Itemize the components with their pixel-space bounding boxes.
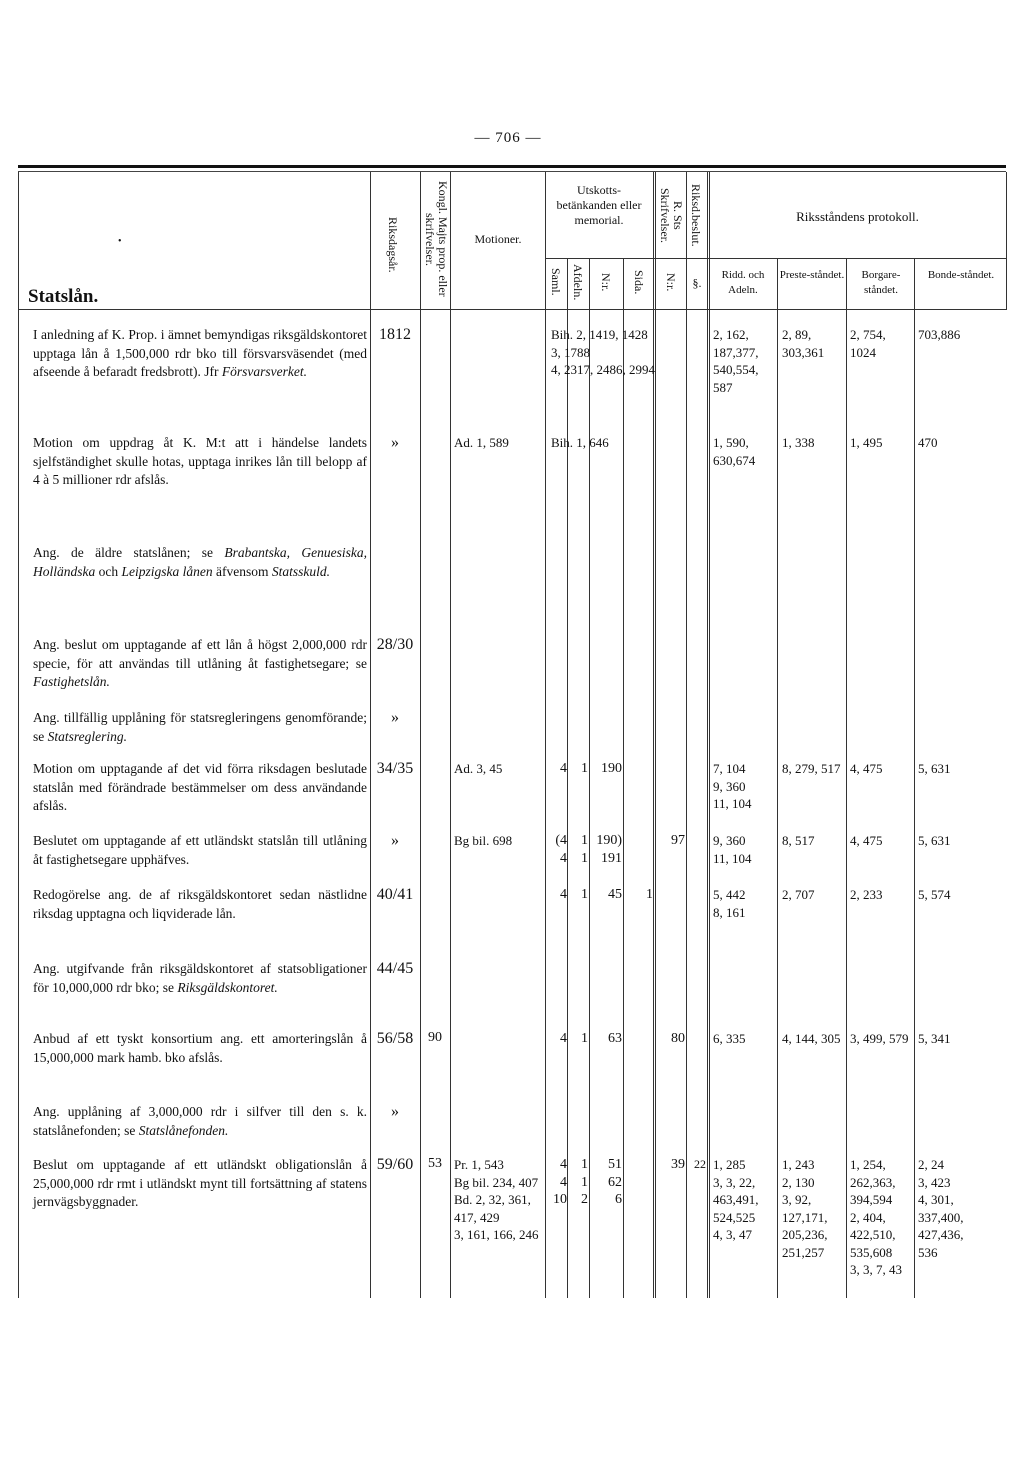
row-description: Ang. utgifvande från riksgäldskontoret af statsobligationer för 10,000,000 rdr bko; se Riksgäldskontoret. — [33, 961, 367, 995]
row-motion: Pr. 1, 543 Bg bil. 234, 407 Bd. 2, 32, 361, 417, 429 3, 161, 166, 246 — [454, 1157, 539, 1242]
row-saml: 4 4 10 — [553, 1157, 567, 1207]
row-borgare: 2, 754, 1024 — [850, 327, 886, 360]
header-dot: • — [118, 236, 122, 247]
hline-rsts — [653, 258, 707, 259]
row-kongl: 53 — [428, 1156, 442, 1171]
row-preste: 2, 89, 303,361 — [782, 327, 825, 360]
hline-prot — [707, 258, 1006, 259]
row-year: 59/60 — [376, 1156, 414, 1173]
header-saml: Saml. — [549, 268, 563, 296]
section-title: Statslån. — [28, 286, 99, 307]
row-bonde: 703,886 — [918, 327, 961, 342]
row-year: » — [391, 832, 399, 849]
row-description: Motion om upptagande af det vid förra riksdagen beslutade statslån med förändrade bestämmelser om dess användande afslås. — [33, 761, 367, 813]
row-ridd: 1, 590, 630,674 — [713, 435, 756, 468]
row-nr: 190 — [601, 761, 622, 776]
row-rsts-nr: 97 — [671, 833, 685, 848]
row-borgare: 3, 499, 579 — [850, 1031, 909, 1046]
row-afdeln: 1 1 2 — [581, 1157, 588, 1207]
header-riksd-sign: §. — [692, 276, 702, 290]
row-borgare: 4, 475 — [850, 761, 883, 776]
row-bonde: 2, 24 3, 423 4, 301, 337,400, 427,436, 536 — [918, 1157, 964, 1260]
row-rsts-nr: 39 — [671, 1157, 685, 1172]
col-line-utskott — [545, 172, 546, 1298]
row-nr: 51 62 6 — [608, 1157, 622, 1207]
row-nr: 190) 191 — [596, 833, 622, 866]
row-saml: 4 — [560, 1031, 567, 1046]
col-line-riksd — [686, 172, 687, 1298]
header-ridd: Ridd. och Adeln. — [721, 269, 765, 296]
row-ridd: 9, 360 11, 104 — [713, 833, 752, 866]
header-protokoll: Riksståndens protokoll. — [796, 209, 919, 224]
row-nr: 45 — [608, 887, 622, 902]
col-line-right — [1006, 172, 1007, 310]
row-borgare: 1, 254, 262,363, 394,594 2, 404, 422,510, 535,608 3, 3, 7, 43 — [850, 1157, 902, 1277]
row-preste: 8, 517 — [782, 833, 815, 848]
header-nr: N:r. — [599, 272, 613, 292]
col-line-sida — [623, 258, 624, 1298]
header-utskott: Utskotts-betänkanden eller memorial. — [556, 183, 642, 227]
row-nr: 63 — [608, 1031, 622, 1046]
col-line-left — [18, 172, 19, 1298]
row-borgare: 2, 233 — [850, 887, 883, 902]
row-description: Ang. upplåning af 3,000,000 rdr i silfver till den s. k. statslånefonden; se Statslånefonden. — [33, 1104, 367, 1138]
row-saml: (4 4 — [555, 833, 567, 866]
row-preste: 8, 279, 517 — [782, 761, 841, 776]
row-year: 1812 — [379, 326, 411, 343]
header-kongl: Kongl. Majts prop. eller skrifvelser. — [423, 181, 450, 297]
row-preste: 4, 144, 305 — [782, 1031, 841, 1046]
row-preste: 2, 707 — [782, 887, 815, 902]
row-year: 40/41 — [376, 886, 414, 903]
top-rule — [18, 165, 1006, 168]
row-ridd: 1, 285 3, 3, 22, 463,491, 524,525 4, 3, 47 — [713, 1157, 759, 1242]
row-description: Motion om uppdrag åt K. M:t att i händelse landets sjelfständighet skulle hotas, upptaga inrikes lån till belopp af 4 à 5 millioner rdr afslås. — [33, 435, 367, 487]
row-kongl: 90 — [428, 1030, 442, 1045]
row-sida: 1 — [646, 887, 653, 902]
row-utskott: Bih. 1, 646 — [551, 435, 609, 450]
row-ridd: 5, 442 8, 161 — [713, 887, 746, 920]
row-bonde: 5, 631 — [918, 761, 951, 776]
row-ridd: 2, 162, 187,377, 540,554, 587 — [713, 327, 759, 395]
col-line-afd — [567, 258, 568, 1298]
header-bonde: Bonde-ståndet. — [927, 269, 995, 281]
row-afdeln: 1 — [581, 761, 588, 776]
col-line-preste — [777, 258, 778, 1298]
row-saml: 4 — [560, 887, 567, 902]
row-motion: Ad. 3, 45 — [454, 761, 503, 776]
row-description: Ang. de äldre statslånen; se Brabantska, Genuesiska, Holländska och Leipzigska lånen äfvensom Statsskuld. — [33, 545, 368, 579]
row-afdeln: 1 — [581, 1031, 588, 1046]
header-riksd-beslut: Riksd.beslut. — [689, 183, 703, 247]
header-borgare: Borgare-ståndet. — [861, 269, 901, 296]
row-bonde: 5, 574 — [918, 887, 951, 902]
row-bonde: 5, 631 — [918, 833, 951, 848]
header-preste: Preste-ståndet. — [779, 269, 845, 281]
row-description: I anledning af K. Prop. i ämnet bemyndigas riksgäldskontoret upptaga lån å 1,500,000 rdr bko till försvarsväsendet (med afseende å befaradt fredsbrott). Jfr Försvarsverket. — [33, 327, 367, 379]
row-ridd: 6, 335 — [713, 1031, 746, 1046]
row-year: » — [391, 434, 399, 451]
row-description: Ang. tillfällig upplåning för statsregleringens genomförande; se Statsreglering. — [33, 710, 367, 744]
row-year: 34/35 — [376, 760, 414, 777]
header-sida: Sida. — [632, 269, 646, 295]
top-rule-thin — [18, 171, 1006, 172]
col-line-nr — [589, 258, 590, 1298]
row-description: Ang. beslut om upptagande af ett lån å högst 2,000,000 rdr specie, för att användas till utlåning åt fastighetsegare; se Fastighetslån. — [33, 637, 367, 689]
header-rsts-nr: N:r. — [664, 272, 678, 292]
row-rsts-nr: 80 — [671, 1031, 685, 1046]
row-description: Beslutet om upptagande af ett utländskt statslån till utlåning åt fastighetsegare upphäfves. — [33, 833, 367, 867]
row-motion: Ad. 1, 589 — [454, 435, 509, 450]
row-bonde: 5, 341 — [918, 1031, 951, 1046]
col-line-kongl — [420, 172, 421, 1298]
col-line-borgare — [846, 258, 847, 1298]
header-riksdagsar: Riksdagsår. — [386, 217, 400, 273]
row-borgare: 1, 495 — [850, 435, 883, 450]
row-saml: 4 — [560, 761, 567, 776]
row-year: 56/58 — [376, 1030, 414, 1047]
header-motioner: Motioner. — [474, 232, 522, 246]
row-motion: Bg bil. 698 — [454, 833, 513, 848]
hline-header-bottom — [18, 309, 1006, 310]
row-year: » — [391, 709, 399, 726]
header-rsts: R. Sts Skrifvelser. — [658, 187, 685, 243]
row-afdeln: 1 1 — [581, 833, 588, 866]
row-riksd: 22 — [694, 1157, 706, 1171]
header-afdeln: Afdeln. — [571, 263, 585, 301]
page-number: — 706 — — [474, 130, 542, 146]
col-line-bonde — [914, 258, 915, 1298]
hline-utskott — [545, 258, 653, 259]
row-description: Redogörelse ang. de af riksgäldskontoret sedan nästlidne riksdag upptagna och liqviderade lån. — [33, 887, 367, 921]
row-year: » — [391, 1103, 399, 1120]
row-afdeln: 1 — [581, 887, 588, 902]
row-utskott: Bih. 2, 1419, 1428 3, 1788 4, 2317, 2486, 2994 — [551, 327, 655, 377]
row-bonde: 470 — [918, 435, 938, 450]
row-description: Beslut om upptagande af ett utländskt obligationslån å 25,000,000 rdr rmt i utländskt mynt till fortsättning af statens jernvägsbyggnader. — [33, 1157, 367, 1209]
row-ridd: 7, 104 9, 360 11, 104 — [713, 761, 752, 811]
row-year: 28/30 — [376, 636, 414, 653]
col-line-prot — [707, 172, 710, 1298]
row-year: 44/45 — [376, 960, 414, 977]
col-line-mot — [450, 172, 451, 1298]
row-borgare: 4, 475 — [850, 833, 883, 848]
row-preste: 1, 338 — [782, 435, 815, 450]
row-preste: 1, 243 2, 130 3, 92, 127,171, 205,236, 251,257 — [782, 1157, 828, 1260]
row-description: Anbud af ett tyskt konsortium ang. ett amorteringslån å 15,000,000 mark hamb. bko afslås. — [33, 1031, 367, 1065]
